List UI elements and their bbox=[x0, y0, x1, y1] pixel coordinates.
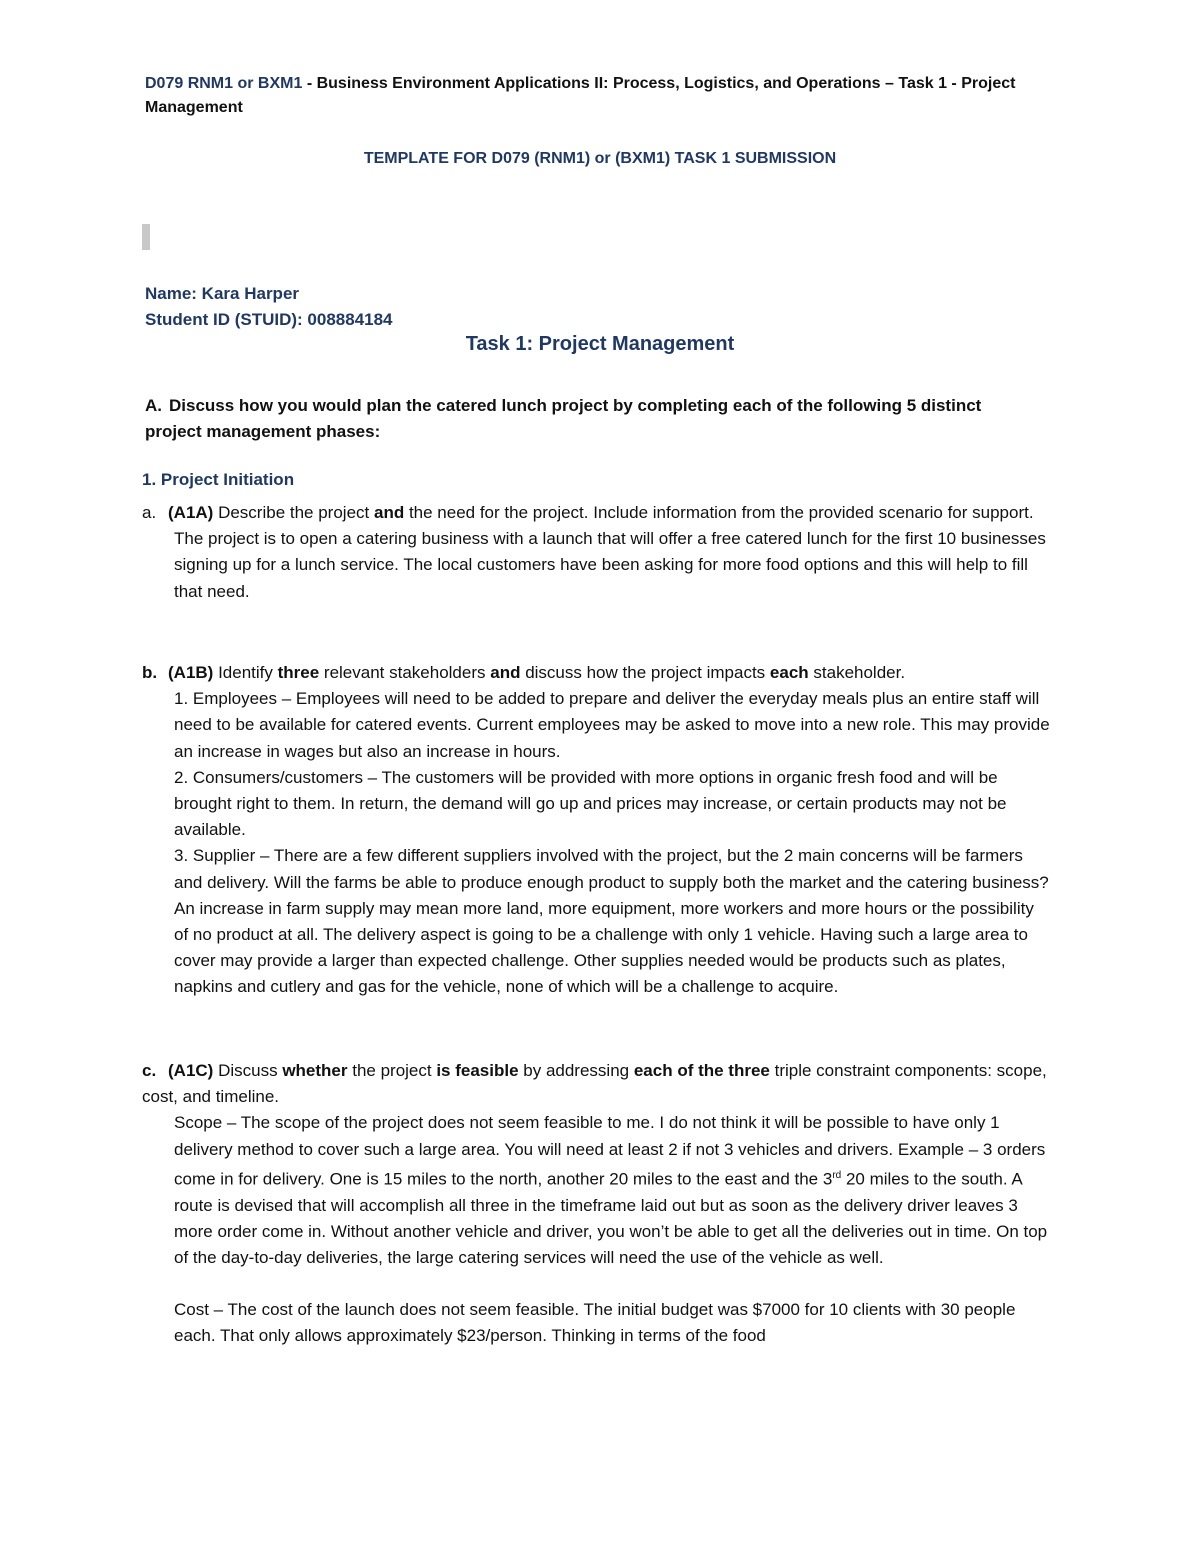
item-c-prompt-3: by addressing bbox=[518, 1061, 634, 1080]
item-c-prompt-1: Discuss bbox=[213, 1061, 283, 1080]
scope-text: Scope – The scope of the project does not seem feasible to me. I do not think it will be possible to have only 1 delivery method to cover such a large area. You will need at least 2 if not 3 vehicles and drivers. Example – 3 orders come in for delivery. One is 15 miles to the north, another 20 miles to the east and the 3 bbox=[174, 1113, 1046, 1189]
item-b-answer-2: 2. Consumers/customers – The customers will be provided with more options in organic fresh food and will be brought right to them. In return, the demand will go up and prices may increase, or certain products may not be available. bbox=[174, 767, 1007, 840]
document-header bbox=[145, 72, 1045, 120]
item-b-answer-1: 1. Employees – Employees will need to be added to prepare and deliver the everyday meals plus an entire staff will need to be available for catered events. Current employees may be asked to move into a new role. This may provide an increase in wages but also an increase in hours. bbox=[174, 689, 1050, 761]
item-b bbox=[142, 660, 1052, 1001]
item-a-answer: The project is to open a catering business with a launch that will offer a free catered lunch for the first 10 businesses signing up for a lunch service. The local customers have been asking for more food options and this will help to fill that need. bbox=[174, 529, 1046, 601]
item-c-prompt-2: the project bbox=[347, 1061, 437, 1080]
item-b-prompt-bold-2: and bbox=[490, 663, 521, 682]
item-b-prompt-4: stakeholder. bbox=[808, 663, 906, 682]
item-b-label: b. bbox=[142, 663, 158, 682]
student-name: Name: Kara Harper bbox=[145, 284, 300, 303]
item-c-cost: Cost – The cost of the launch does not seem feasible. The initial budget was $7000 for 10 clients with 30 people each. That only allows approximately $23/person. Thinking in terms of the food bbox=[174, 1300, 1016, 1346]
item-c-prompt-bold-1: whether bbox=[282, 1061, 348, 1080]
template-title: TEMPLATE FOR D079 (RNM1) or (BXM1) TASK 1 SUBMISSION bbox=[363, 150, 837, 167]
item-b-prompt-3: discuss how the project impacts bbox=[520, 663, 770, 682]
scope-superscript: rd bbox=[832, 1169, 842, 1181]
item-b-prompt-bold-3: each bbox=[769, 663, 809, 682]
item-a-prompt: Describe the project bbox=[213, 503, 374, 522]
scope-text-rest: 20 miles to the south. A route is devised that will accomplish all three in the timeframe laid out but as soon as the delivery driver leaves 3 more order come in. Without another vehicle and driver, you won’t be able to get all the deliveries out in time. On top of the day-to-day deliveries, the large catering services will need the use of the vehicle as well. bbox=[174, 1169, 1048, 1268]
task-title: Task 1: Project Management bbox=[465, 333, 735, 355]
item-c-scope bbox=[142, 1110, 1052, 1271]
item-c-label: c. bbox=[142, 1061, 157, 1080]
course-title: - Business Environment Applications II: Process, Logistics, and Operations – Task 1 - Project Management bbox=[145, 75, 1016, 116]
item-c-prompt-bold-2: is feasible bbox=[436, 1061, 519, 1080]
item-a-label: a. bbox=[142, 503, 157, 522]
section-a-text: Discuss how you would plan the catered lunch project by completing each of the following 5 distinct project management phases: bbox=[145, 396, 982, 441]
section-a-prompt bbox=[145, 393, 1025, 445]
item-c-prompt-4: triple constraint components: scope, cost, and timeline. bbox=[142, 1061, 1047, 1107]
item-c-code: (A1C) bbox=[168, 1061, 214, 1080]
item-a-code: (A1A) bbox=[168, 503, 214, 522]
item-b-answer-3: 3. Supplier – There are a few different suppliers involved with the project, but the 2 main concerns will be farmers and delivery. Will the farms be able to produce enough product to supply both the market and the catering business? An increase in farm supply may mean more land, more equipment, more workers and more hours or the possibility of no product at all. The delivery aspect is going to be a challenge with only 1 vehicle. Having such a large area to cover may provide a larger than expected challenge. Other supplies needed would be products such as plates, napkins and cutlery and gas for the vehicle, none of which will be a challenge to acquire. bbox=[174, 846, 1049, 997]
item-a-prompt-bold: and bbox=[373, 503, 405, 522]
item-c-prompt-bold-3: each of the three bbox=[633, 1061, 770, 1080]
text-cursor-marker bbox=[142, 224, 150, 250]
item-b-prompt-bold-1: three bbox=[277, 663, 320, 682]
item-a-prompt-rest: the need for the project. Include information from the provided scenario for support. bbox=[404, 503, 1034, 522]
item-b-code: (A1B) bbox=[168, 663, 214, 682]
item-b-prompt-2: relevant stakeholders bbox=[319, 663, 491, 682]
course-code: D079 RNM1 or BXM1 bbox=[145, 75, 303, 92]
student-id: Student ID (STUID): 008884184 bbox=[145, 310, 393, 329]
item-c bbox=[142, 1058, 1052, 1350]
item-b-prompt-1: Identify bbox=[213, 663, 278, 682]
section-a-letter: A. bbox=[145, 396, 162, 415]
phase-heading: 1. Project Initiation bbox=[142, 470, 295, 489]
student-info bbox=[145, 281, 393, 333]
item-a bbox=[142, 500, 1052, 605]
